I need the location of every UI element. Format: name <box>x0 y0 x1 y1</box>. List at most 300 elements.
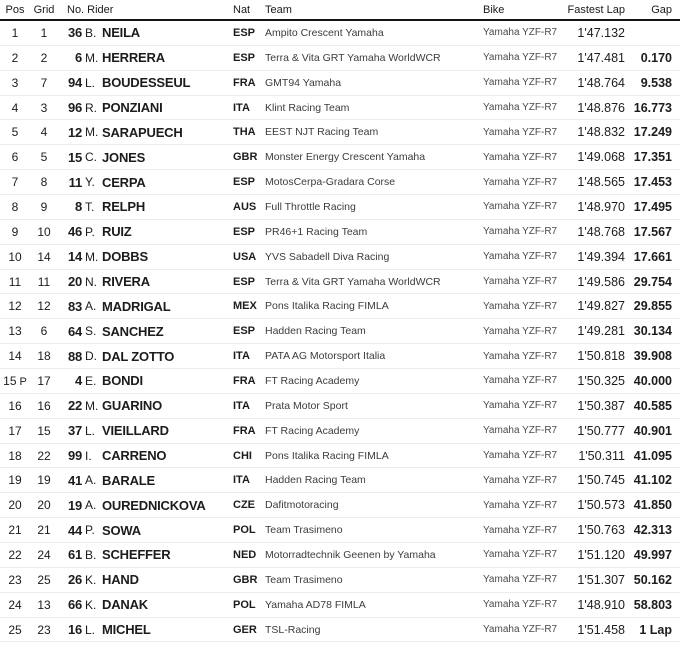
pos-cell <box>0 51 30 65</box>
fastest-lap-cell: 1'47.481 <box>577 50 625 65</box>
nationality-cell: ESP <box>233 225 256 238</box>
pos-value: 24 <box>8 597 22 612</box>
pos-cell <box>0 225 30 239</box>
rider-number: 36 <box>67 25 82 41</box>
rider-number: 61 <box>67 547 82 563</box>
bike-cell: Yamaha YZF-R7 <box>483 300 558 312</box>
pos-value: 4 <box>11 100 19 115</box>
rider-initial: N. <box>85 274 97 289</box>
fastest-lap-cell: 1'47.132 <box>577 25 625 40</box>
rider-surname: JONES <box>102 149 146 165</box>
pos-cell <box>0 374 30 388</box>
bike-cell: Yamaha YZF-R7 <box>483 27 558 39</box>
gap-cell: 1 Lap <box>639 622 672 637</box>
fastest-lap-cell: 1'49.068 <box>577 150 625 165</box>
team-cell: Pons Italika Racing FIMLA <box>265 449 389 462</box>
rider-number: 46 <box>67 224 82 240</box>
team-cell: Terra & Vita GRT Yamaha WorldWCR <box>265 275 441 288</box>
rider-initial: M. <box>85 398 99 413</box>
pos-value: 23 <box>8 572 22 587</box>
fastest-lap-cell: 1'48.970 <box>577 199 625 214</box>
pos-value: 14 <box>8 349 22 364</box>
fastest-lap-cell: 1'50.763 <box>577 523 625 538</box>
bike-cell: Yamaha YZF-R7 <box>483 126 558 138</box>
rider-initial: M. <box>85 125 99 140</box>
table-row <box>0 170 680 195</box>
rider-surname: SOWA <box>102 522 141 538</box>
rider-initial: P. <box>85 224 95 239</box>
rider-number: 99 <box>67 448 82 464</box>
pos-cell <box>0 275 30 289</box>
pos-value: 10 <box>8 249 22 264</box>
col-header-grid: Grid <box>33 3 55 16</box>
nationality-cell: ESP <box>233 275 256 288</box>
fastest-lap-cell: 1'51.120 <box>577 547 625 562</box>
pos-value: 21 <box>8 523 22 538</box>
table-row <box>0 270 680 295</box>
rider-initial: A. <box>85 473 97 488</box>
rider-surname: PONZIANI <box>102 100 163 115</box>
grid-cell: 2 <box>40 50 48 65</box>
gap-cell: 41.102 <box>633 473 672 488</box>
table-row <box>0 220 680 245</box>
pos-cell <box>0 449 30 463</box>
rider-surname: HERRERA <box>102 50 165 66</box>
team-cell: Hadden Racing Team <box>265 325 366 338</box>
rider-initial: T. <box>85 199 95 214</box>
rider-surname: RELPH <box>102 199 146 215</box>
table-row <box>0 71 680 96</box>
rider-initial: K. <box>85 597 97 612</box>
col-header-nat: Nat <box>233 3 251 16</box>
grid-cell: 22 <box>37 448 51 463</box>
rider-surname: SANCHEZ <box>102 323 164 339</box>
team-cell: Team Trasimeno <box>265 573 343 586</box>
rider-number: 96 <box>67 100 82 115</box>
nationality-cell: FRA <box>233 76 256 89</box>
rider-surname: BONDI <box>102 373 143 389</box>
bike-cell: Yamaha YZF-R7 <box>483 450 558 462</box>
pos-cell <box>0 101 30 115</box>
pos-value: 13 <box>8 324 22 339</box>
gap-cell: 50.162 <box>633 572 672 587</box>
nationality-cell: AUS <box>233 200 257 213</box>
team-cell: Prata Motor Sport <box>265 399 348 412</box>
pos-cell <box>0 349 30 363</box>
table-row <box>0 245 680 270</box>
fastest-lap-cell: 1'49.281 <box>577 324 625 339</box>
rider-surname: HAND <box>102 572 139 588</box>
team-cell: Hadden Racing Team <box>265 474 366 487</box>
table-row <box>0 618 680 643</box>
team-cell: Yamaha AD78 FIMLA <box>265 598 366 611</box>
pos-value: 6 <box>11 150 19 165</box>
team-cell: EEST NJT Racing Team <box>265 126 379 139</box>
rider-number: 88 <box>67 348 82 364</box>
rider-number: 19 <box>67 497 82 513</box>
rider-surname: CERPA <box>102 174 146 190</box>
pos-cell <box>0 200 30 214</box>
rider-initial: S. <box>85 324 97 339</box>
rider-initial: C. <box>85 150 97 165</box>
rider-initial: L. <box>85 423 96 438</box>
nationality-cell: ESP <box>233 176 256 189</box>
grid-cell: 6 <box>40 324 48 339</box>
col-header-pos: Pos <box>5 3 25 16</box>
fastest-lap-cell: 1'50.573 <box>577 498 625 513</box>
gap-cell: 41.850 <box>633 498 672 513</box>
team-cell: Dafitmotoracing <box>265 499 339 512</box>
pos-cell <box>0 548 30 562</box>
fastest-lap-cell: 1'50.777 <box>577 423 625 438</box>
rider-number: 37 <box>67 423 82 439</box>
grid-cell: 4 <box>40 125 48 140</box>
gap-cell: 29.855 <box>633 299 672 314</box>
team-cell: YVS Sabadell Diva Racing <box>265 250 390 263</box>
col-header-bike: Bike <box>483 3 505 16</box>
grid-cell: 17 <box>37 373 51 388</box>
rider-number: 4 <box>74 373 82 389</box>
fastest-lap-cell: 1'49.586 <box>577 274 625 289</box>
bike-cell: Yamaha YZF-R7 <box>483 524 558 536</box>
pos-value: 8 <box>11 199 19 214</box>
pos-cell <box>0 299 30 313</box>
pos-value: 7 <box>11 175 19 190</box>
rider-number: 15 <box>67 149 82 165</box>
bike-cell: Yamaha YZF-R7 <box>483 624 558 636</box>
bike-cell: Yamaha YZF-R7 <box>483 400 558 412</box>
rider-initial: A. <box>85 498 97 513</box>
table-row <box>0 568 680 593</box>
rider-number: 22 <box>67 398 82 414</box>
table-row <box>0 493 680 518</box>
rider-initial: R. <box>85 100 97 115</box>
pos-cell <box>0 250 30 264</box>
bike-cell: Yamaha YZF-R7 <box>483 549 558 561</box>
team-cell: Motorradtechnik Geenen by Yamaha <box>265 548 436 561</box>
rider-surname: DAL ZOTTO <box>102 348 175 364</box>
bike-cell: Yamaha YZF-R7 <box>483 499 558 511</box>
bike-cell: Yamaha YZF-R7 <box>483 77 558 89</box>
grid-cell: 23 <box>37 622 51 637</box>
pos-cell <box>0 623 30 637</box>
team-cell: Team Trasimeno <box>265 524 343 537</box>
table-row <box>0 593 680 618</box>
results-body <box>0 21 680 642</box>
col-header-rider: No. Rider <box>67 3 114 16</box>
rider-surname: DOBBS <box>102 249 148 265</box>
bike-cell: Yamaha YZF-R7 <box>483 251 558 263</box>
rider-surname: VIEILLARD <box>102 423 169 439</box>
rider-number: 12 <box>67 124 82 140</box>
table-row <box>0 518 680 543</box>
grid-cell: 9 <box>40 199 48 214</box>
table-row <box>0 468 680 493</box>
bike-cell: Yamaha YZF-R7 <box>483 102 558 113</box>
bike-cell: Yamaha YZF-R7 <box>483 425 558 437</box>
fastest-lap-cell: 1'50.387 <box>577 398 625 413</box>
rider-surname: SARAPUECH <box>102 124 183 140</box>
bike-cell: Yamaha YZF-R7 <box>483 350 558 362</box>
bike-cell: Yamaha YZF-R7 <box>483 226 558 238</box>
nationality-cell: POL <box>233 524 256 537</box>
fastest-lap-cell: 1'51.307 <box>577 572 625 587</box>
bike-cell: Yamaha YZF-R7 <box>483 375 558 387</box>
grid-cell: 12 <box>37 299 51 314</box>
team-cell: Klint Racing Team <box>265 101 350 114</box>
nationality-cell: ITA <box>233 474 250 487</box>
team-cell: Monster Energy Crescent Yamaha <box>265 151 426 164</box>
pos-value: 16 <box>8 398 22 413</box>
fastest-lap-cell: 1'49.394 <box>577 249 625 264</box>
grid-cell: 19 <box>37 473 51 488</box>
pos-cell <box>0 175 30 189</box>
pos-value: 15 <box>3 373 17 388</box>
table-row <box>0 319 680 344</box>
nationality-cell: ESP <box>233 325 256 338</box>
team-cell: Pons Italika Racing FIMLA <box>265 300 389 313</box>
pos-cell <box>0 399 30 413</box>
pos-value: 5 <box>11 125 19 140</box>
grid-cell: 7 <box>40 75 48 90</box>
pos-cell <box>0 573 30 587</box>
bike-cell: Yamaha YZF-R7 <box>483 325 558 337</box>
col-header-fastest-lap: Fastest Lap <box>567 3 625 16</box>
rider-number: 8 <box>74 199 82 215</box>
rider-number: 16 <box>67 622 82 638</box>
rider-surname: BOUDESSEUL <box>102 75 191 91</box>
gap-cell: 17.661 <box>633 249 672 264</box>
rider-initial: P. <box>85 523 95 538</box>
bike-cell: Yamaha YZF-R7 <box>483 474 558 486</box>
table-row <box>0 394 680 419</box>
table-row <box>0 46 680 71</box>
nationality-cell: CZE <box>233 499 255 512</box>
team-cell: FT Racing Academy <box>265 424 360 437</box>
pos-value: 22 <box>8 547 22 562</box>
bike-cell: Yamaha YZF-R7 <box>483 574 558 586</box>
team-cell: PR46+1 Racing Team <box>265 225 368 238</box>
fastest-lap-cell: 1'50.311 <box>578 448 625 463</box>
pos-value: 12 <box>8 299 22 314</box>
rider-number: 64 <box>67 323 82 339</box>
team-cell: FT Racing Academy <box>265 374 360 387</box>
pos-value: 25 <box>8 622 22 637</box>
rider-number: 94 <box>67 75 82 91</box>
grid-cell: 21 <box>37 523 51 538</box>
gap-cell: 39.908 <box>633 349 672 364</box>
nationality-cell: ESP <box>233 51 256 64</box>
gap-cell: 42.313 <box>633 523 672 538</box>
bike-cell: Yamaha YZF-R7 <box>483 276 558 288</box>
nationality-cell: FRA <box>233 374 256 387</box>
table-row <box>0 369 680 394</box>
pos-cell <box>0 598 30 612</box>
pos-value: 1 <box>11 25 19 40</box>
gap-cell: 29.754 <box>633 274 672 289</box>
rider-surname: DANAK <box>102 597 148 613</box>
rider-number: 66 <box>67 597 82 613</box>
col-header-gap: Gap <box>651 3 672 16</box>
gap-cell: 0.170 <box>640 50 672 65</box>
pos-cell <box>0 523 30 537</box>
rider-initial: L. <box>85 75 96 90</box>
rider-number: 83 <box>67 298 82 314</box>
table-row <box>0 444 680 469</box>
bike-cell: Yamaha YZF-R7 <box>483 176 558 188</box>
grid-cell: 10 <box>37 224 51 239</box>
fastest-lap-cell: 1'50.325 <box>577 373 625 388</box>
rider-initial: D. <box>85 349 97 364</box>
rider-surname: RUIZ <box>102 224 132 240</box>
rider-surname: GUARINO <box>102 398 162 414</box>
pos-value: 18 <box>8 448 22 463</box>
pos-value: 3 <box>11 75 19 90</box>
rider-initial: M. <box>85 249 99 264</box>
pos-cell <box>0 26 30 40</box>
gap-cell: 17.453 <box>633 175 672 190</box>
grid-cell: 24 <box>37 547 51 562</box>
rider-initial: I. <box>85 448 92 463</box>
fastest-lap-cell: 1'50.818 <box>577 349 625 364</box>
pos-cell <box>0 424 30 438</box>
pos-cell <box>0 125 30 139</box>
pos-value: 11 <box>8 274 22 289</box>
rider-initial: B. <box>85 547 97 562</box>
gap-cell: 49.997 <box>633 547 672 562</box>
grid-cell: 3 <box>40 100 48 115</box>
pos-penalty-flag: P <box>19 375 27 388</box>
gap-cell: 17.567 <box>633 224 672 239</box>
pos-cell <box>0 150 30 164</box>
team-cell: Full Throttle Racing <box>265 200 356 213</box>
rider-number: 11 <box>68 174 82 190</box>
grid-cell: 16 <box>37 398 51 413</box>
fastest-lap-cell: 1'48.768 <box>577 224 625 239</box>
team-cell: TSL-Racing <box>265 623 321 636</box>
col-header-team: Team <box>265 3 292 16</box>
team-cell: PATA AG Motorsport Italia <box>265 350 386 363</box>
nationality-cell: NED <box>233 548 257 561</box>
table-row <box>0 96 680 121</box>
gap-cell: 30.134 <box>633 324 672 339</box>
gap-cell: 17.495 <box>633 199 672 214</box>
grid-cell: 8 <box>40 175 48 190</box>
team-cell: Terra & Vita GRT Yamaha WorldWCR <box>265 51 441 64</box>
rider-initial: L. <box>85 622 96 637</box>
rider-initial: Y. <box>85 175 95 190</box>
table-row <box>0 21 680 46</box>
gap-cell: 40.901 <box>633 423 672 438</box>
table-row <box>0 120 680 145</box>
nationality-cell: CHI <box>233 449 252 462</box>
nationality-cell: GBR <box>233 573 258 586</box>
rider-number: 14 <box>67 249 82 265</box>
rider-number: 41 <box>67 472 82 488</box>
gap-cell: 41.095 <box>633 448 672 463</box>
team-cell: GMT94 Yamaha <box>265 76 342 89</box>
grid-cell: 18 <box>37 349 51 364</box>
grid-cell: 14 <box>37 249 51 264</box>
gap-cell: 58.803 <box>633 597 672 612</box>
nationality-cell: ITA <box>233 399 250 412</box>
pos-cell <box>0 76 30 90</box>
rider-initial: A. <box>85 299 97 314</box>
table-row <box>0 195 680 220</box>
grid-cell: 15 <box>37 423 51 438</box>
team-cell: MotosCerpa-Gradara Corse <box>265 176 396 189</box>
nationality-cell: ESP <box>233 26 256 39</box>
rider-number: 6 <box>74 50 82 66</box>
table-row <box>0 294 680 319</box>
nationality-cell: POL <box>233 598 256 611</box>
grid-cell: 5 <box>40 150 48 165</box>
grid-cell: 11 <box>37 274 51 289</box>
bike-cell: Yamaha YZF-R7 <box>483 599 558 611</box>
table-row <box>0 419 680 444</box>
table-header-row <box>0 0 680 21</box>
grid-cell: 1 <box>40 25 48 40</box>
nationality-cell: GER <box>233 623 257 636</box>
gap-cell: 9.538 <box>640 75 672 90</box>
pos-value: 9 <box>11 224 19 239</box>
fastest-lap-cell: 1'48.565 <box>577 175 625 190</box>
rider-initial: E. <box>85 373 97 388</box>
fastest-lap-cell: 1'48.910 <box>577 597 625 612</box>
nationality-cell: USA <box>233 250 257 263</box>
pos-value: 20 <box>8 498 22 513</box>
grid-cell: 25 <box>37 572 51 587</box>
gap-cell: 17.351 <box>633 150 672 165</box>
nationality-cell: THA <box>233 126 256 139</box>
gap-cell: 17.249 <box>633 125 672 140</box>
rider-number: 26 <box>67 572 82 588</box>
fastest-lap-cell: 1'48.832 <box>577 125 625 140</box>
pos-cell <box>0 473 30 487</box>
nationality-cell: FRA <box>233 424 256 437</box>
table-row <box>0 145 680 170</box>
gap-cell: 16.773 <box>633 100 672 115</box>
gap-cell: 40.585 <box>633 398 672 413</box>
fastest-lap-cell: 1'48.764 <box>577 75 625 90</box>
rider-surname: BARALE <box>102 472 155 488</box>
nationality-cell: ITA <box>233 350 250 363</box>
rider-surname: RIVERA <box>102 274 150 290</box>
grid-cell: 13 <box>37 597 51 612</box>
pos-value: 17 <box>8 423 22 438</box>
rider-surname: OUREDNICKOVA <box>102 497 206 513</box>
nationality-cell: ITA <box>233 101 250 114</box>
pos-value: 2 <box>11 50 19 65</box>
fastest-lap-cell: 1'49.827 <box>577 299 625 314</box>
bike-cell: Yamaha YZF-R7 <box>483 151 558 163</box>
rider-number: 44 <box>67 522 82 538</box>
rider-initial: B. <box>85 25 97 40</box>
rider-surname: MICHEL <box>102 622 151 638</box>
pos-value: 19 <box>8 473 22 488</box>
fastest-lap-cell: 1'51.458 <box>577 622 625 637</box>
rider-number: 20 <box>67 274 82 290</box>
rider-initial: K. <box>85 572 97 587</box>
nationality-cell: GBR <box>233 151 258 164</box>
bike-cell: Yamaha YZF-R7 <box>483 52 558 64</box>
rider-surname: MADRIGAL <box>102 298 171 314</box>
gap-cell: 40.000 <box>633 373 672 388</box>
rider-surname: SCHEFFER <box>102 547 171 563</box>
grid-cell: 20 <box>37 498 51 513</box>
table-row <box>0 543 680 568</box>
rider-surname: NEILA <box>102 25 141 41</box>
